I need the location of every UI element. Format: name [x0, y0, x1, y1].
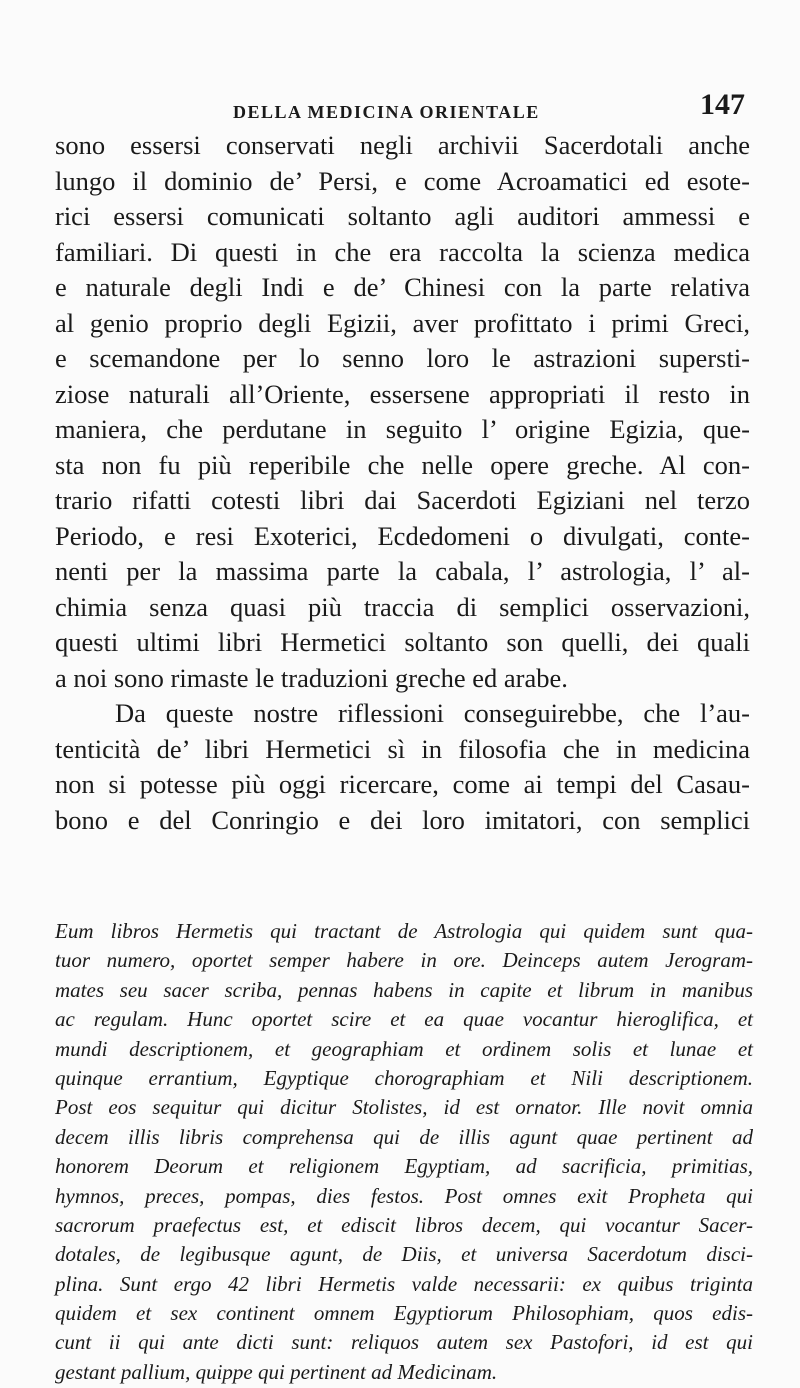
footnote-line: honorem Deorum et religionem Egyptiam, ad sacrificia, primitias, [55, 1154, 753, 1179]
text-line: bono e del Conringio e dei loro imitatori, con semplici [55, 804, 750, 835]
footnote-line: dotales, de legibusque agunt, de Diis, et universa Sacerdotum disci- [55, 1242, 753, 1267]
footnote-line: hymnos, preces, pompas, dies festos. Post omnes exit Propheta qui [55, 1183, 753, 1208]
footnote-line: quidem et sex continent omnem Egyptiorum Philosophiam, quos edis- [55, 1301, 753, 1326]
text-line: Periodo, e resi Exoterici, Ecdedomeni o divulgati, conte- [55, 520, 750, 551]
footnote-line: decem illis libris comprehensa qui de illis agunt quae pertinent ad [55, 1124, 753, 1149]
footnote-line: quinque errantium, Egyptique chorographiam et Nili descriptionem. [55, 1065, 753, 1090]
text-line: rici essersi comunicati soltanto agli auditori ammessi e [55, 201, 750, 231]
footnote [55, 917, 753, 1387]
text-line: trario rifatti cotesti libri dai Sacerdoti Egiziani nel terzo [55, 485, 750, 515]
footnote-line: cunt ii qui ante dicti sunt: reliquos autem sex Pastofori, id est qui [55, 1330, 753, 1355]
page-number: 147 [700, 88, 745, 121]
running-head: DELLA MEDICINA ORIENTALE [233, 102, 540, 122]
text-line: al genio proprio degli Egizii, aver profittato i primi Greci, [55, 307, 750, 338]
text-line: Da queste nostre riflessioni conseguirebbe, che l’au- [115, 698, 750, 728]
text-line: nenti per la massima parte la cabala, l’ astrologia, l’ al- [55, 556, 750, 586]
text-line: e scemandone per lo senno loro le astrazioni supersti- [55, 343, 750, 373]
text-line: questi ultimi libri Hermetici soltanto son quelli, dei quali [55, 627, 750, 657]
text-line: tenticità de’ libri Hermetici sì in filosofia che in medicina [55, 733, 750, 764]
footnote-line: ac regulam. Hunc oportet scire et ea quae vocantur hieroglifica, et [55, 1007, 753, 1032]
footnote-line: gestant pallium, quippe qui pertinent ad Medicinam. [55, 1359, 498, 1384]
footnote-line: tuor numero, oportet semper habere in ore. Deinceps autem Jerogram- [55, 948, 753, 973]
text-line: e naturale degli Indi e de’ Chinesi con la parte relativa [55, 272, 750, 302]
text-line: familiari. Di questi in che era raccolta la scienza medica [55, 236, 750, 267]
text-line: non si potesse più oggi ricercare, come ai tempi del Casau- [55, 769, 750, 799]
page-header [55, 88, 745, 128]
footnote-line: sacrorum praefectus est, et ediscit libros decem, qui vocantur Sacer- [55, 1212, 753, 1237]
text-line: ziose naturali all’Oriente, essersene appropriati il resto in [55, 378, 750, 409]
text-line: lungo il dominio de’ Persi, e come Acroamatici ed esote- [55, 165, 750, 196]
text-line: maniera, che perdutane in seguito l’ origine Egizia, que- [55, 414, 750, 444]
main-text [55, 128, 750, 838]
text-line: sta non fu più reperibile che nelle opere greche. Al con- [55, 449, 750, 480]
footnote-line: Eum libros Hermetis qui tractant de Astrologia qui quidem sunt qua- [55, 919, 753, 943]
text-line: sono essersi conservati negli archivii Sacerdotali anche [55, 130, 750, 160]
footnote-line: plina. Sunt ergo 42 libri Hermetis valde necessarii: ex quibus triginta [55, 1271, 753, 1296]
text-line: a noi sono rimaste le traduzioni greche ed arabe. [55, 662, 568, 693]
footnote-line: mates seu sacer scriba, pennas habens in capite et librum in manibus [55, 977, 753, 1002]
footnote-line: mundi descriptionem, et geographiam et ordinem solis et lunae et [55, 1036, 753, 1061]
footnote-line: Post eos sequitur qui dicitur Stolistes, id est ornator. Ille novit omnia [55, 1095, 753, 1120]
text-line: chimia senza quasi più traccia di semplici osservazioni, [55, 591, 750, 622]
